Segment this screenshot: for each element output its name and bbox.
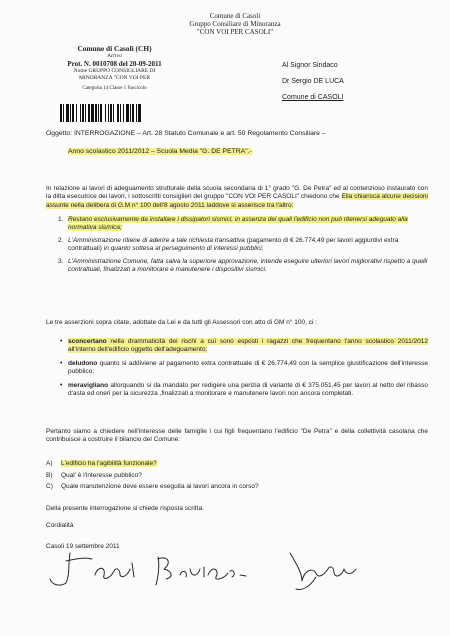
stamp-sender-2: MINORANZA "CON VOI PER xyxy=(78,74,151,81)
barcode-bar xyxy=(76,104,77,122)
recipient-line-1: Al Signor Sindaco xyxy=(282,62,338,69)
assertion-text-b: (pagamento di € 26.774,49 per lavori aggiuntivi extra contrattuali) xyxy=(68,236,399,253)
letterhead-line-3: "CON VOI PER CASOLI" xyxy=(196,28,274,36)
question-item xyxy=(46,481,426,493)
stamp-arrivo: Arrivo xyxy=(107,53,122,59)
barcode-bar xyxy=(138,104,141,122)
reaction-text: allorquando si da mandato per redigere una perizia di variante di € 375.051,45 per lavori al netto del ribasso d'asta ed oneri per la sicurezza ,finalizzati a monitorare e manutenere lavori non ancora completati. xyxy=(68,381,428,398)
signature-4 xyxy=(290,553,356,590)
assertion-item xyxy=(58,236,428,254)
barcode-bar xyxy=(126,104,129,122)
barcode-bar xyxy=(100,104,102,122)
signature-2 xyxy=(95,563,134,578)
question-text: L'edificio ha l'agibilità funzionale? xyxy=(61,460,157,467)
assertion-number: 3. xyxy=(58,257,64,265)
barcode-bar xyxy=(63,104,64,122)
barcode-bar xyxy=(70,104,71,122)
intro-highlight: Ella chiarisca alcune decisioni assunte nella delibera di G.M n° 100 dell'8 agosto 2011 laddove si asserisce tra l'altro: xyxy=(46,193,428,209)
reaction-item xyxy=(60,381,428,399)
assertion-item xyxy=(58,257,428,275)
assertion-text: Restano esclusivamente da installare i dissipatori sismici, in assenza dei quali l'edificio non può ritenersi adeguato alla normativa sismica; xyxy=(68,216,408,232)
question-letter: B) xyxy=(46,471,53,479)
barcode-bar xyxy=(66,104,69,122)
reaction-item xyxy=(60,359,428,377)
stamp-title: Comune di Casoli (CH) xyxy=(77,44,152,53)
question-letter: A) xyxy=(46,460,53,467)
barcode-image xyxy=(60,104,170,122)
barcode-bar xyxy=(98,104,99,122)
protocol-stamp xyxy=(52,44,177,92)
assertion-item xyxy=(58,216,428,233)
barcode-bar xyxy=(60,104,62,122)
barcode-bar xyxy=(105,104,106,122)
question-item xyxy=(46,458,426,470)
recipient-line-2: Dr Sergio DE LUCA xyxy=(282,78,344,85)
closing-greeting: Cordialità xyxy=(46,522,74,529)
letterhead-line-1: Comune di Casoli xyxy=(209,12,261,20)
letterhead xyxy=(170,12,300,36)
assertions-list xyxy=(58,216,428,274)
reaction-text: quanto si addiviene al pagamento extra contrattuale di € 26.774,49 con la semplice giustificazione dell'interesse pubblico; xyxy=(68,359,428,376)
paragraph-assertions-summary: Le tre asserzioni sopra citate, adottate da Lei e da tutti gli Assessori con atto di GM n° 100, ci : xyxy=(46,319,318,326)
bullet-icon: • xyxy=(60,338,63,345)
paragraph-written-reply: Della presente interrogazione si chiede risposta scritta. xyxy=(46,505,204,512)
barcode-bar xyxy=(82,104,84,122)
assertion-text-c: in quanto sottesa al perseguimento di interessi pubblici; xyxy=(103,245,264,253)
barcode-bar xyxy=(136,104,137,122)
reaction-keyword: meravigliano xyxy=(68,381,109,389)
recipient-block xyxy=(282,58,344,106)
assertion-number: 1. xyxy=(58,216,64,223)
assertion-text-a: L'Amministrazione ritiene di aderire a tale richiesta transattiva xyxy=(68,236,245,244)
question-item xyxy=(46,470,426,482)
barcode-bar xyxy=(110,104,112,122)
question-text: Qual' è l'interesse pubblico? xyxy=(61,471,142,479)
bullet-icon: • xyxy=(60,381,63,389)
assertion-text: L'Amministrazione Comune, fatta salva la superiore approvazione, intende eseguire ulteriori lavori migliorativi rispetto a quelli contrattuali, finalizzati a monitorare e manutenere i dispositivi sismici. xyxy=(68,257,428,274)
barcode-bar xyxy=(113,104,114,122)
intro-paragraph xyxy=(46,185,428,210)
paragraph-request: Pertanto siamo a chiedere nell'interesse delle famiglie i cui figli frequentano l'edificio "De Petra" e della collettività casolana che contribuisce a costruire il bilancio del Comune: xyxy=(46,428,428,444)
handwritten-signatures xyxy=(40,545,420,595)
barcode-bar xyxy=(85,104,86,122)
stamp-protocol-number: Prot. N. 0010708 del 20-09-2011 xyxy=(67,60,162,68)
signature-3 xyxy=(156,557,246,585)
question-letter: C) xyxy=(46,483,53,490)
stamp-sender-1: Nome GRUPPO CONSIGLIARE DI xyxy=(73,68,156,74)
letterhead-line-2: Gruppo Consiliare di Minoranza xyxy=(189,20,281,28)
subject-line: Oggetto: INTERROGAZIONE – Art. 28 Statuto Comunale e art. 50 Regolamento Consiliare – xyxy=(46,130,326,137)
subject-highlight xyxy=(68,148,252,156)
bullet-icon: • xyxy=(60,359,63,367)
barcode-bar xyxy=(108,104,109,122)
subject-school-year: Anno scolastico 2011/2012 – Scuola Media "G. DE PETRA".- xyxy=(68,148,252,155)
intro-text: In relazione ai lavori di adeguamento strutturale della scuola secondaria di 1° grado "G. De Petra" ed al contenzioso instaurato con la ditta esecutrice dei lavori, i sottoscritti consiglieri del gruppo "CON VOI PER CASOLI" chiedono che xyxy=(46,185,428,201)
barcode-bar xyxy=(117,104,119,122)
reaction-item xyxy=(60,338,428,355)
reaction-keyword: deludono xyxy=(68,359,98,367)
barcode-bar xyxy=(132,104,134,122)
date-place: Casoli 19 settembre 2011 xyxy=(46,543,120,550)
barcode-bar xyxy=(72,104,74,122)
assertion-number: 2. xyxy=(58,236,64,244)
barcode-bar xyxy=(95,104,97,122)
barcode-bar xyxy=(120,104,121,122)
reaction-keyword: sconcertano xyxy=(68,338,107,345)
signature-1 xyxy=(50,553,92,585)
reactions-list xyxy=(60,338,428,398)
barcode-bar xyxy=(88,104,90,122)
barcode-bar xyxy=(130,104,131,122)
question-text: Quale manutenzione deve essere eseguita ai lavori ancora in corso? xyxy=(61,483,259,490)
questions-list xyxy=(46,458,426,493)
stamp-categoria: Categoria 14 Classe 1 Fascicolo xyxy=(82,86,147,91)
barcode-bar xyxy=(123,104,124,122)
barcode-bar xyxy=(80,104,81,122)
recipient-line-3: Comune di CASOLI xyxy=(282,94,344,101)
barcode-bar xyxy=(91,104,94,122)
reaction-text: nella drammaticità dei rischi a cui sono esposti i ragazzi che frequentano l'anno scolastico 2011/2012 all'interno dell'edificio oggetto dell'adeguamento; xyxy=(68,338,428,354)
